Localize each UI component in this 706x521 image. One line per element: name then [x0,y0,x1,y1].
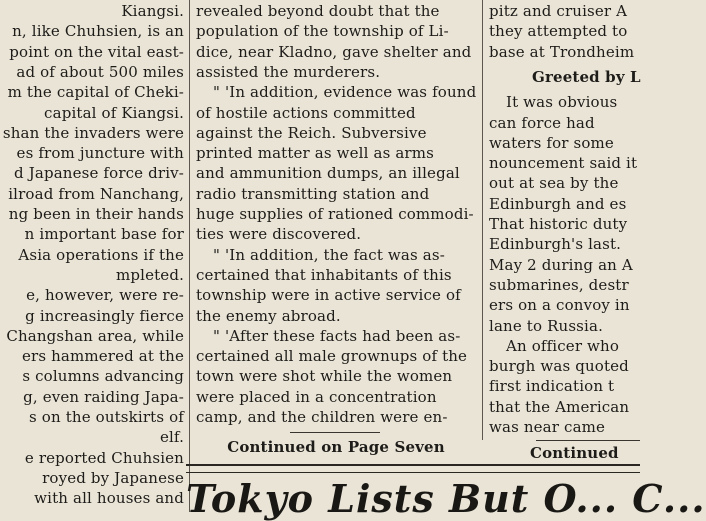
left-column-line: with all houses and [34,489,184,508]
left-column-line: capital of Kiangsi. [44,103,184,122]
middle-column-line: ties were discovered. [196,225,362,244]
middle-column-line: town were shot while the women [196,367,453,386]
left-column-line: ng been in their hands [8,205,184,223]
left-column-line: es from juncture with [16,144,184,163]
right-column-line: can force had [489,113,595,132]
right-column-line: It was obvious [506,93,618,112]
left-column-line: ilroad from Nanchang, [8,184,184,203]
middle-column-line: of hostile actions committed [196,103,416,122]
right-column-line: waters for some [489,133,614,152]
left-column [0,0,187,512]
right-column-line: ers on a convoy in [489,296,630,315]
middle-column-line: assisted the murderers. [196,62,381,81]
right-column-line: Edinburgh and es [489,194,627,213]
middle-column [193,0,479,470]
left-column-line: s columns advancing [22,367,184,386]
left-column-line: g increasingly fierce [25,306,184,325]
right-continued: Continued [530,444,619,463]
middle-column-line: huge supplies of rationed commodi- [196,205,474,223]
left-column-line: e reported Chuhsien [24,448,184,467]
middle-column-line: were placed in a concentration [196,387,437,406]
column-rule-right [482,0,483,440]
right-column-line: Edinburgh's last. [489,235,622,254]
left-column-line: Asia operations if the [18,245,184,264]
left-column-line: elf. [159,428,184,447]
left-column-line: g, even raiding Japa- [23,387,184,406]
left-column-line: n important base for [24,225,184,244]
middle-column-line: and ammunition dumps, an illegal [196,164,460,183]
right-column-line: lane to Russia. [489,316,603,335]
middle-column-line: camp, and the children were en- [196,408,448,426]
left-column-line: n, like Chuhsien, is an [12,22,184,41]
middle-column-line: the enemy abroad. [196,306,341,325]
right-column-line: That historic duty [489,215,628,233]
left-column-line: m the capital of Cheki- [7,83,184,102]
left-column-line: Changshan area, while [6,326,184,345]
right-column [486,0,640,470]
right-column-line: pitz and cruiser A [489,2,628,20]
right-column-line: that the American [489,397,630,416]
middle-column-line: population of the township of Li- [196,22,449,41]
right-column-line: first indication t [489,377,615,396]
middle-column-line: against the Reich. Subversive [196,123,427,142]
middle-column-line: printed matter as well as arms [196,144,434,163]
left-column-line: shan the invaders were [2,123,184,142]
left-column-line: ad of about 500 miles [16,62,184,81]
middle-column-line: radio transmitting station and [196,184,430,203]
left-column-line: e, however, were re- [26,286,184,305]
column-rule-left [189,0,190,512]
middle-column-line: " 'In addition, evidence was found [213,83,477,102]
right-column-line: out at sea by the [489,174,619,193]
middle-column-line: certained all male grownups of the [196,347,468,366]
right-column-line: was near came [489,418,606,436]
right-continued-divider [536,440,640,441]
continued-on-page-seven: Continued on Page Seven [227,438,445,456]
right-column-line: nouncement said it [489,154,638,173]
left-column-line: s on the outskirts of [29,408,184,426]
middle-column-line: " 'After these facts had been as- [213,326,461,345]
headline-rule [186,464,640,473]
left-column-line: point on the vital east- [9,42,184,61]
left-column-line: d Japanese force driv- [14,164,184,183]
middle-column-line: revealed beyond doubt that the [196,2,440,20]
middle-column-line: dice, near Kladno, gave shelter and [196,42,472,61]
right-column-line: May 2 during an A [489,255,633,274]
right-column-line: burgh was quoted [489,357,629,376]
left-column-line: Kiangsi. [121,2,184,20]
right-subhead: Greeted by L [532,67,641,86]
right-column-line: they attempted to [489,22,628,41]
middle-column-line: certained that inhabitants of this [196,265,452,284]
right-column-line: submarines, destr [489,275,629,294]
headline: Tokyo Lists But O... C... [186,476,706,521]
left-column-line: ers hammered at the [21,347,184,366]
right-column-line: base at Trondheim [489,42,635,61]
left-column-line: royed by Japanese [42,468,184,487]
middle-column-line: " 'In addition, the fact was as- [213,245,445,264]
middle-column-line: township were in active service of [196,286,461,305]
continued-divider [290,432,380,433]
left-column-line: mpleted. [116,265,184,284]
right-column-line: An officer who [506,336,620,355]
